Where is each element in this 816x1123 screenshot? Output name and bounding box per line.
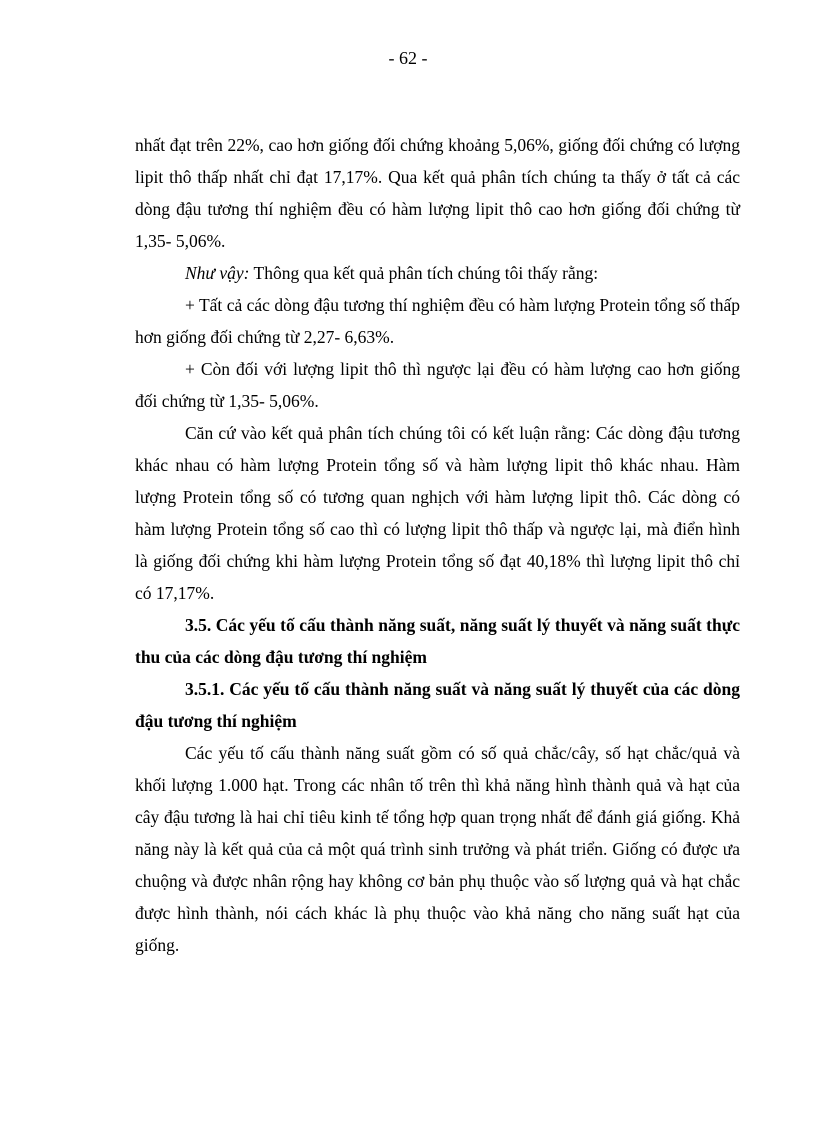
summary-lead-text: Thông qua kết quả phân tích chúng tôi thấy rằng: [249,263,599,283]
summary-lead-italic: Như vậy: [185,263,250,283]
page-number: - 62 - [388,48,428,68]
bullet-protein: + Tất cả các dòng đậu tương thí nghiệm đều có hàm lượng Protein tổng số thấp hơn giống đối chứng từ 2,27- 6,63%. [135,295,740,347]
document-body [135,129,740,961]
paragraph-lipid-results: nhất đạt trên 22%, cao hơn giống đối chứng khoảng 5,06%, giống đối chứng có lượng lipit thô thấp nhất chỉ đạt 17,17%. Qua kết quả phân tích chúng ta thấy ở tất cả các dòng đậu tương thí nghiệm đều có hàm lượng lipit thô cao hơn giống đối chứng từ 1,35- 5,06%. [135,135,740,251]
bullet-lipid: + Còn đối với lượng lipit thô thì ngược lại đều có hàm lượng cao hơn giống đối chứng từ 1,35- 5,06%. [135,359,740,411]
paragraph-conclusion: Căn cứ vào kết quả phân tích chúng tôi có kết luận rằng: Các dòng đậu tương khác nhau có hàm lượng Protein tổng số và hàm lượng lipit thô khác nhau. Hàm lượng Protein tổng số có tương quan nghịch với hàm lượng lipit thô. Các dòng có hàm lượng Protein tổng số cao thì có lượng lipit thô thấp và ngược lại, mà điển hình là giống đối chứng khi hàm lượng Protein tổng số đạt 40,18% thì lượng lipit thô chỉ có 17,17%. [135,423,740,603]
section-heading-3-5: 3.5. Các yếu tố cấu thành năng suất, năng suất lý thuyết và năng suất thực thu của các dòng đậu tương thí nghiệm [135,615,740,667]
section-heading-3-5-1: 3.5.1. Các yếu tố cấu thành năng suất và năng suất lý thuyết của các dòng đậu tương thí nghiệm [135,679,740,731]
paragraph-yield-components: Các yếu tố cấu thành năng suất gồm có số quả chắc/cây, số hạt chắc/quả và khối lượng 1.000 hạt. Trong các nhân tố trên thì khả năng hình thành quả và hạt của cây đậu tương là hai chỉ tiêu kinh tế tổng hợp quan trọng nhất để đánh giá giống. Khả năng này là kết quả của cả một quá trình sinh trưởng và phát triển. Giống có được ưa chuộng và được nhân rộng hay không cơ bản phụ thuộc vào số lượng quả và hạt chắc được hình thành, nói cách khác là phụ thuộc vào khả năng cho năng suất hạt của giống. [135,743,740,955]
paragraph-summary-intro [135,257,740,289]
